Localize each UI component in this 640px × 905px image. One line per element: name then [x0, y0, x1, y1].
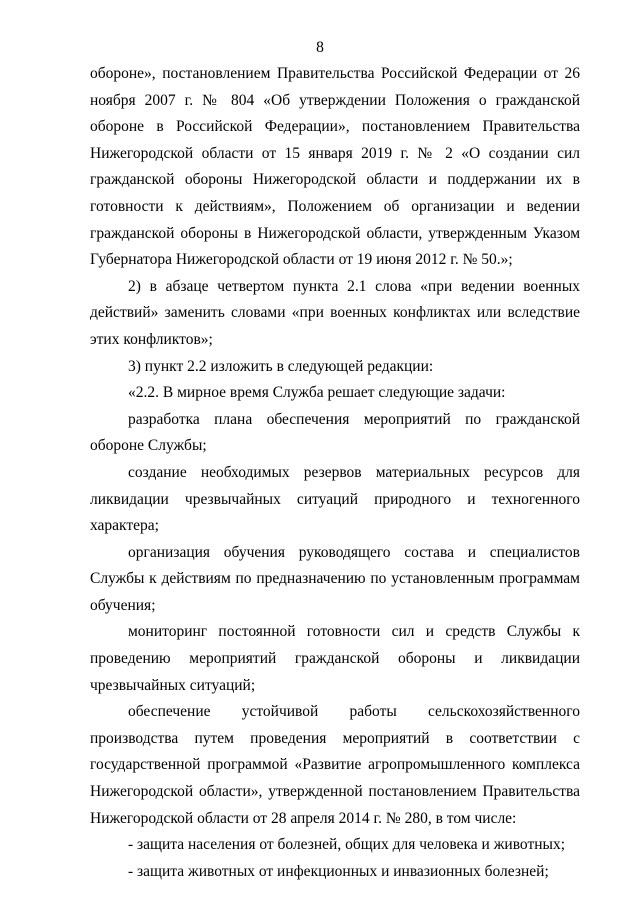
- paragraph-task-plan: разработка плана обеспечения мероприятий по гражданской обороне Службы;: [90, 410, 580, 455]
- paragraph-amendment-3: 3) пункт 2.2 изложить в следующей редакции:: [128, 357, 434, 375]
- paragraph-continuation: обороне», постановлением Правительства Российской Федерации от 26 ноября 2007 г. № 804 «Об утверждении Положения о гражданской обороне в Российской Федерации», постановлением Правительства Нижегородской области от 15 января 2019 г. № 2 «О создании сил гражданской обороны Нижегородской области и поддержании их в готовности к действиям», Положением об организации и ведении гражданской обороны в Нижегородской области, утвержденным Указом Губернатора Нижегородской области от 19 июня 2012 г. № 50.»;: [90, 65, 580, 269]
- paragraph-task-agriculture: обеспечение устойчивой работы сельскохозяйственного производства путем проведения мероприятий в соответствии с государственной программой «Развитие агропромышленного комплекса Нижегородской области», утвержденной постановлением Правительства Нижегородской области от 28 апреля 2014 г. № 280, в том числе:: [90, 703, 580, 827]
- list-item-population-protection: - защита населения от болезней, общих для человека и животных;: [128, 836, 565, 854]
- paragraph-section-2-2: «2.2. В мирное время Служба решает следующие задачи:: [128, 384, 506, 402]
- document-body: [90, 61, 580, 885]
- paragraph-task-training: организация обучения руководящего состава и специалистов Службы к действиям по предназначению по установленным программам обучения;: [90, 543, 580, 614]
- list-item-animal-protection: - защита животных от инфекционных и инвазионных болезней;: [128, 862, 549, 880]
- paragraph-task-monitoring: мониторинг постоянной готовности сил и средств Службы к проведению мероприятий гражданской обороны и ликвидации чрезвычайных ситуаций;: [90, 623, 580, 694]
- page-number: 8: [316, 39, 324, 56]
- paragraph-amendment-2: 2) в абзаце четвертом пункта 2.1 слова «при ведении военных действий» заменить словами «при военных конфликтах или вследствие этих конфликтов»;: [90, 277, 580, 348]
- paragraph-task-reserves: создание необходимых резервов материальных ресурсов для ликвидации чрезвычайных ситуаций природного и техногенного характера;: [90, 463, 580, 535]
